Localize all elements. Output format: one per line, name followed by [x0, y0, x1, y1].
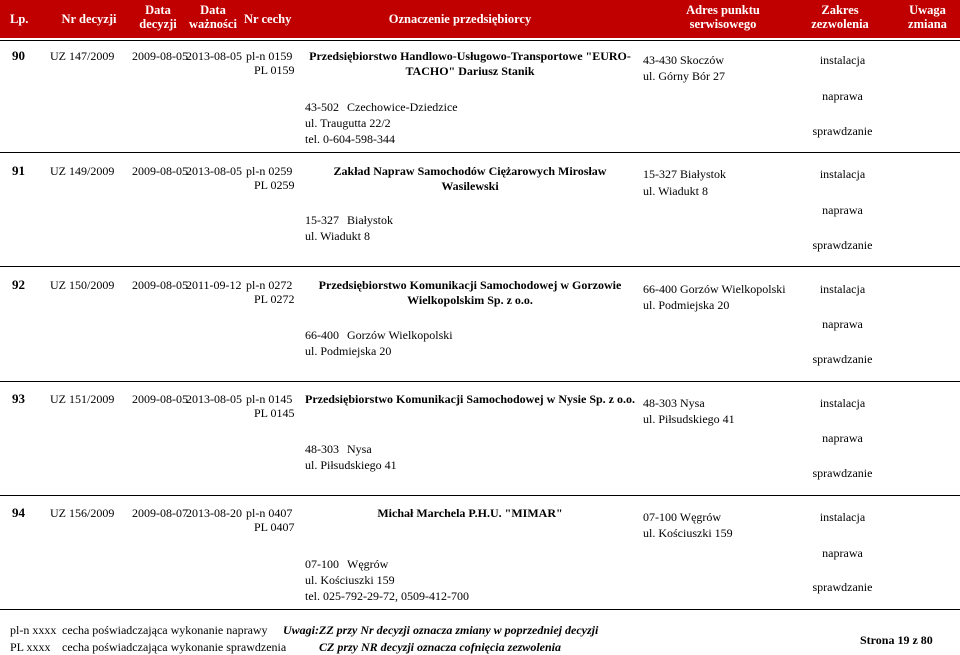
record-zakres-sprawdzanie: sprawdzanie [812, 352, 873, 366]
record-zakres-instalacja: instalacja [819, 282, 866, 296]
record-lp: 90 [12, 48, 25, 63]
record-punkt-ulica: ul. Piłsudskiego 41 [643, 412, 735, 426]
record-cecha-sprawdzenia: PL 0145 [254, 406, 295, 420]
row-divider [0, 152, 960, 153]
header-uwaga: Uwaga zmiana [908, 3, 947, 31]
record-punkt-miasto: 07-100 Węgrów [643, 510, 722, 524]
record-firma: Przedsiębiorstwo Handlowo-Usługowo-Transportowe "EURO- TACHO" Dariusz Stanik [309, 49, 631, 78]
record-lp: 91 [12, 163, 25, 178]
record-nr-decyzji: UZ 150/2009 [50, 278, 115, 292]
record-zakres-sprawdzanie: sprawdzanie [812, 580, 873, 594]
record-zakres-instalacja: instalacja [819, 396, 866, 410]
header-data-decyzji: Data decyzji [139, 3, 177, 31]
record-zakres-sprawdzanie: sprawdzanie [812, 466, 873, 480]
uwagi-line-1: ZZ przy Nr decyzji oznacza zmiany w poprzedniej decyzji [319, 623, 599, 637]
record-adres-ulica: ul. Traugutta 22/2 [305, 116, 391, 130]
record-adres-ulica: ul. Kościuszki 159 [305, 573, 395, 587]
record-zakres-naprawa: naprawa [822, 89, 863, 103]
record-adres-kod: 66-400 [305, 328, 339, 342]
record-adres-kod: 48-303 [305, 442, 339, 456]
record-cecha-naprawy: pl-n 0145 [246, 392, 293, 406]
record-nr-decyzji: UZ 149/2009 [50, 164, 115, 178]
record-data-waznosci: 2011-09-12 [186, 278, 242, 292]
legend-code-sprawdzenie: PL xxxx [10, 640, 51, 654]
record-data-waznosci: 2013-08-20 [186, 506, 242, 520]
record-data-waznosci: 2013-08-05 [186, 49, 242, 63]
record-punkt-ulica: ul. Podmiejska 20 [643, 298, 730, 312]
record-punkt-miasto: 48-303 Nysa [643, 396, 705, 410]
record-adres-kod: 43-502 [305, 100, 339, 114]
record-firma: Michał Marchela P.H.U. "MIMAR" [377, 506, 563, 520]
record-adres-miasto: Białystok [347, 213, 394, 227]
record-nr-decyzji: UZ 156/2009 [50, 506, 115, 520]
header-adres-punktu: Adres punktu serwisowego [686, 3, 760, 31]
header-nr-decyzji: Nr decyzji [61, 12, 117, 26]
record-data-decyzji: 2009-08-05 [132, 278, 188, 292]
footer-divider [0, 609, 960, 610]
record-zakres-instalacja: instalacja [819, 167, 866, 181]
legend-code-naprawa: pl-n xxxx [10, 623, 57, 637]
record-adres-kod: 07-100 [305, 557, 339, 571]
record-zakres-naprawa: naprawa [822, 317, 863, 331]
row-divider [0, 40, 960, 41]
record-adres-telefon: tel. 025-792-29-72, 0509-412-700 [305, 589, 469, 603]
record-punkt-miasto: 66-400 Gorzów Wielkopolski [643, 282, 786, 296]
row-divider [0, 381, 960, 382]
record-zakres-instalacja: instalacja [819, 53, 866, 67]
header-oznaczenie: Oznaczenie przedsiębiorcy [388, 12, 532, 26]
record-data-decyzji: 2009-08-05 [132, 164, 188, 178]
legend-text-naprawa: cecha poświadczająca wykonanie naprawy [62, 623, 268, 637]
record-punkt-ulica: ul. Wiadukt 8 [643, 184, 708, 198]
record-adres-miasto: Nysa [347, 442, 372, 456]
record-cecha-sprawdzenia: PL 0272 [254, 292, 295, 306]
record-cecha-sprawdzenia: PL 0407 [254, 520, 295, 534]
record-punkt-miasto: 43-430 Skoczów [643, 53, 724, 67]
record-punkt-ulica: ul. Kościuszki 159 [643, 526, 733, 540]
record-zakres-naprawa: naprawa [822, 546, 863, 560]
record-zakres-naprawa: naprawa [822, 431, 863, 445]
record-cecha-sprawdzenia: PL 0259 [254, 178, 295, 192]
uwagi-line-2: CZ przy NR decyzji oznacza cofnięcia zezwolenia [319, 640, 561, 654]
record-lp: 94 [12, 505, 25, 520]
record-zakres-sprawdzanie: sprawdzanie [812, 238, 873, 252]
record-firma: Przedsiębiorstwo Komunikacji Samochodowej w Nysie Sp. z o.o. [305, 392, 635, 406]
record-adres-kod: 15-327 [305, 213, 339, 227]
record-cecha-naprawy: pl-n 0259 [246, 164, 293, 178]
record-zakres-naprawa: naprawa [822, 203, 863, 217]
record-firma: Zakład Napraw Samochodów Ciężarowych Mirosław Wasilewski [333, 164, 607, 193]
header-lp: Lp. [10, 12, 29, 26]
record-punkt-miasto: 15-327 Białystok [643, 167, 726, 181]
page-number: Strona 19 z 80 [860, 633, 933, 647]
record-adres-ulica: ul. Podmiejska 20 [305, 344, 392, 358]
record-data-decyzji: 2009-08-07 [132, 506, 188, 520]
record-cecha-naprawy: pl-n 0407 [246, 506, 293, 520]
record-adres-miasto: Gorzów Wielkopolski [347, 328, 453, 342]
record-adres-ulica: ul. Wiadukt 8 [305, 229, 370, 243]
record-cecha-naprawy: pl-n 0272 [246, 278, 293, 292]
legend-text-sprawdzenie: cecha poświadczająca wykonanie sprawdzenia [62, 640, 287, 654]
record-firma: Przedsiębiorstwo Komunikacji Samochodowej w Gorzowie Wielkopolskim Sp. z o.o. [318, 278, 622, 307]
record-cecha-sprawdzenia: PL 0159 [254, 63, 295, 77]
header-nr-cechy: Nr cechy [244, 12, 292, 26]
record-data-waznosci: 2013-08-05 [186, 164, 242, 178]
record-zakres-sprawdzanie: sprawdzanie [812, 124, 873, 138]
header-data-waznosci: Data ważności [189, 3, 237, 31]
record-nr-decyzji: UZ 147/2009 [50, 49, 115, 63]
record-zakres-instalacja: instalacja [819, 510, 866, 524]
record-data-decyzji: 2009-08-05 [132, 392, 188, 406]
row-divider [0, 495, 960, 496]
table-header [0, 0, 960, 38]
record-nr-decyzji: UZ 151/2009 [50, 392, 115, 406]
row-divider [0, 266, 960, 267]
record-adres-miasto: Węgrów [347, 557, 389, 571]
record-lp: 93 [12, 391, 25, 406]
record-adres-ulica: ul. Piłsudskiego 41 [305, 458, 397, 472]
record-punkt-ulica: ul. Górny Bór 27 [643, 69, 725, 83]
record-lp: 92 [12, 277, 25, 292]
record-data-decyzji: 2009-08-05 [132, 49, 188, 63]
record-cecha-naprawy: pl-n 0159 [246, 49, 293, 63]
record-data-waznosci: 2013-08-05 [186, 392, 242, 406]
uwagi-label: Uwagi: [283, 623, 319, 637]
record-adres-telefon: tel. 0-604-598-344 [305, 132, 395, 146]
header-zakres: Zakres zezwolenia [811, 3, 869, 31]
record-adres-miasto: Czechowice-Dziedzice [347, 100, 458, 114]
